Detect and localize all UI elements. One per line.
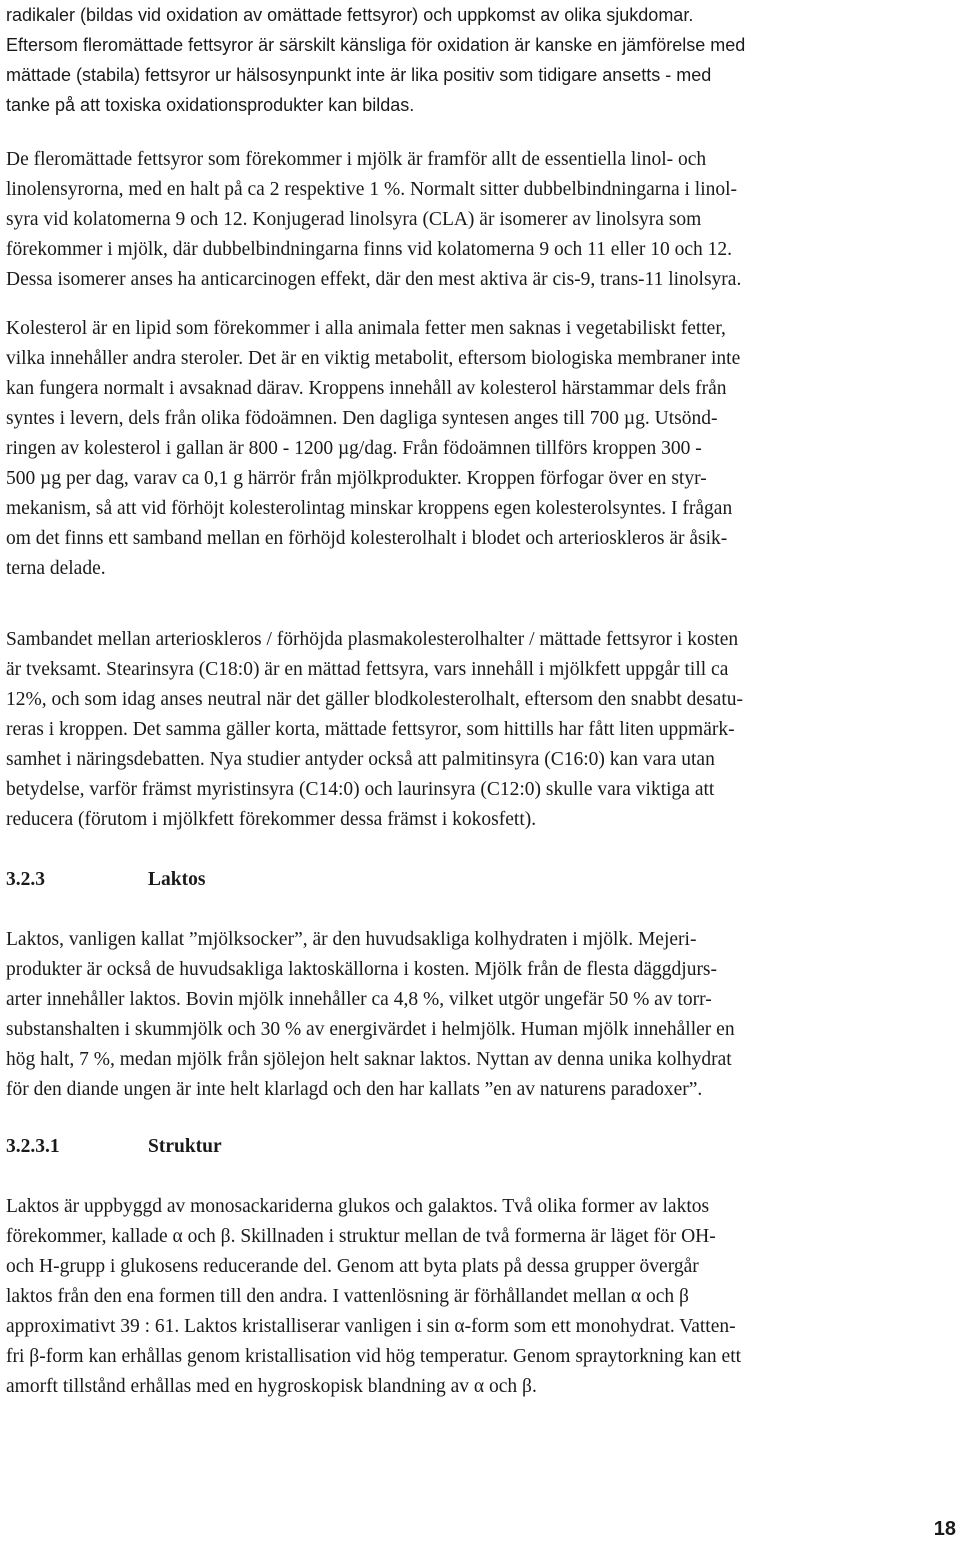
text-line: approximativt 39 : 61. Laktos kristalliserar vanligen i sin α-form som ett monohydrat. Vatten- [6, 1316, 736, 1337]
paragraph-cholesterol [6, 314, 954, 584]
text-line: fri β-form kan erhållas genom kristallisation vid hög temperatur. Genom spraytorkning kan ett [6, 1346, 742, 1367]
text-line: De fleromättade fettsyror som förekommer i mjölk är framför allt de essentiella linol- och [6, 149, 707, 170]
text-line: terna delade. [6, 558, 106, 579]
paragraph-linoleic [6, 145, 954, 295]
section-number: 3.2.3.1 [6, 1136, 60, 1157]
text-line: Eftersom fleromättade fettsyror är särskilt känsliga för oxidation är kanske en jämförelse med [6, 35, 746, 55]
text-line: syra vid kolatomerna 9 och 12. Konjugerad linolsyra (CLA) är isomerer av linolsyra som [6, 209, 702, 230]
paragraph-structure [6, 1192, 954, 1402]
text-line: Laktos är uppbyggd av monosackariderna glukos och galaktos. Två olika former av laktos [6, 1196, 710, 1217]
text-line: 12%, och som idag anses neutral när det gäller blodkolesterolhalt, eftersom den snabbt desatu- [6, 689, 743, 710]
text-line: förekommer, kallade α och β. Skillnaden i struktur mellan de två formerna är läget för OH- [6, 1226, 716, 1247]
text-line: Sambandet mellan arterioskleros / förhöjda plasmakolesterolhalter / mättade fettsyror i kosten [6, 629, 739, 650]
section-heading-laktos [6, 865, 205, 895]
text-line: substanshalten i skummjölk och 30 % av energivärdet i helmjölk. Human mjölk innehåller en [6, 1019, 735, 1040]
text-line: betydelse, varför främst myristinsyra (C14:0) och laurinsyra (C12:0) skulle vara viktiga att [6, 779, 715, 800]
text-line: Dessa isomerer anses ha anticarcinogen effekt, där den mest aktiva är cis-9, trans-11 linolsyra. [6, 269, 742, 290]
text-line: ringen av kolesterol i gallan är 800 - 1200 µg/dag. Från födoämnen tillförs kroppen 300 - [6, 438, 702, 459]
text-line: reras i kroppen. Det samma gäller korta, mättade fettsyror, som hittills har fått liten uppmärk- [6, 719, 735, 740]
text-line: mättade (stabila) fettsyror ur hälsosynpunkt inte är lika positiv som tidigare ansetts - med [6, 65, 712, 85]
text-line: är tveksamt. Stearinsyra (C18:0) är en mättad fettsyra, vars innehåll i mjölkfett uppgår till ca [6, 659, 729, 680]
text-line: 500 µg per dag, varav ca 0,1 g härrör från mjölkprodukter. Kroppen förfogar över en styr- [6, 468, 707, 489]
text-line: tanke på att toxiska oxidationsprodukter kan bildas. [6, 95, 415, 115]
text-line: kan fungera normalt i avsaknad därav. Kroppens innehåll av kolesterol härstammar dels från [6, 378, 727, 399]
text-line: vilka innehåller andra steroler. Det är en viktig metabolit, eftersom biologiska membraner inte [6, 348, 741, 369]
text-line: reducera (förutom i mjölkfett förekommer dessa främst i kokosfett). [6, 809, 537, 830]
text-line: hög halt, 7 %, medan mjölk från sjölejon helt saknar laktos. Nyttan av denna unika kolhydrat [6, 1049, 732, 1070]
section-heading-struktur [6, 1132, 222, 1162]
text-line: amorft tillstånd erhållas med en hygroskopisk blandning av α och β. [6, 1376, 537, 1397]
page-number: 18 [933, 1518, 956, 1540]
text-line: radikaler (bildas vid oxidation av omättade fettsyror) och uppkomst av olika sjukdomar. [6, 5, 694, 25]
section-title: Laktos [148, 869, 206, 890]
text-line: Kolesterol är en lipid som förekommer i alla animala fetter men saknas i vegetabiliskt fetter, [6, 318, 726, 339]
text-line: laktos från den ena formen till den andra. I vattenlösning är förhållandet mellan α och β [6, 1286, 689, 1307]
text-line: och H-grupp i glukosens reducerande del. Genom att byta plats på dessa grupper övergår [6, 1256, 699, 1277]
text-line: om det finns ett samband mellan en förhöjd kolesterolhalt i blodet och arterioskleros är åsik- [6, 528, 728, 549]
section-title: Struktur [148, 1136, 222, 1157]
paragraph-correlation [6, 625, 954, 835]
text-line: förekommer i mjölk, där dubbelbindningarna finns vid kolatomerna 9 och 11 eller 10 och 12. [6, 239, 733, 260]
text-line: samhet i näringsdebatten. Nya studier antyder också att palmitinsyra (C16:0) kan vara utan [6, 749, 715, 770]
text-line: mekanism, så att vid förhöjt kolesterolintag minskar kroppens egen kolesterolsyntes. I frågan [6, 498, 733, 519]
text-line: produkter är också de huvudsakliga laktoskällorna i kosten. Mjölk från de flesta däggdjurs- [6, 959, 718, 980]
text-line: syntes i levern, dels från olika födoämnen. Den dagliga syntesen anges till 700 µg. Utsönd- [6, 408, 718, 429]
text-line: arter innehåller laktos. Bovin mjölk innehåller ca 4,8 %, vilket utgör ungefär 50 % av torr- [6, 989, 712, 1010]
text-line: linolensyrorna, med en halt på ca 2 respektive 1 %. Normalt sitter dubbelbindningarna i linol- [6, 179, 738, 200]
paragraph-lactose [6, 925, 954, 1105]
text-line: Laktos, vanligen kallat ”mjölksocker”, är den huvudsakliga kolhydraten i mjölk. Mejeri- [6, 929, 697, 950]
text-line: för den diande ungen är inte helt klarlagd och den har kallats ”en av naturens paradoxer”. [6, 1079, 703, 1100]
section-number: 3.2.3 [6, 869, 45, 890]
paragraph-intro [6, 0, 954, 120]
